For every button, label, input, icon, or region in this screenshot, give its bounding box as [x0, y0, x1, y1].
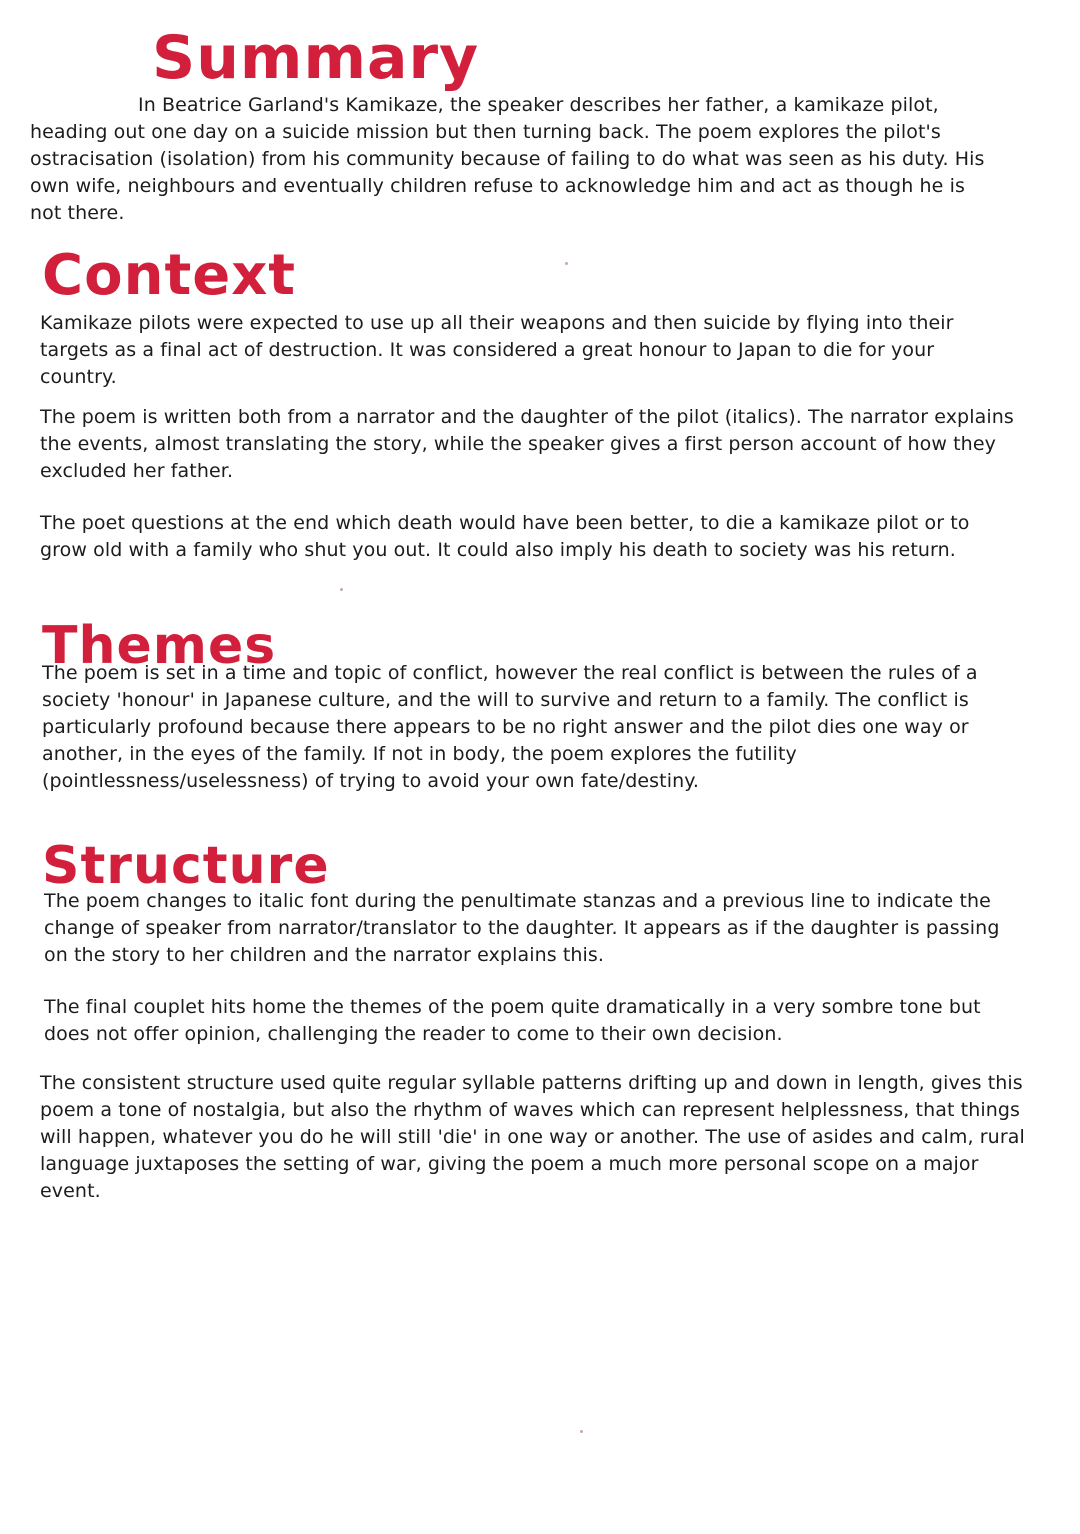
paper-speck [565, 262, 568, 265]
paper-speck [580, 1430, 583, 1433]
summary-heading: Summary [152, 23, 480, 93]
themes-text: The poem is set in a time and topic of conflict, however the real conflict is between the rules of a society 'honour' in Japanese culture, and the will to survive and return to a family. The conflict is particularly profound because there appears to be no right answer and the pilot dies one way or another, in the eyes of the family. If not in body, the poem explores the futility (pointlessness/uselessness) of trying to avoid your own fate/destiny. [42, 662, 978, 792]
structure-paragraph-2: The final couplet hits home the themes of the poem quite dramatically in a very sombre tone but does not offer opinion, challenging the reader to come to their own decision. [44, 996, 981, 1045]
context-heading: Context [42, 243, 297, 308]
structure-paragraph-3: The consistent structure used quite regular syllable patterns drifting up and down in length, gives this poem a tone of nostalgia, but also the rhythm of waves which can represent helplessness, that things will happen, whatever you do he will still 'die' in one way or another. The use of asides and calm, rural language juxtaposes the setting of war, giving the poem a much more personal scope on a major event. [40, 1072, 1025, 1202]
themes-heading: Themes [42, 616, 277, 676]
summary-text: In Beatrice Garland's Kamikaze, the speaker describes her father, a kamikaze pilot, heading out one day on a suicide mission but then turning back. The poem explores the pilot's ostracisation (isolation) from his community because of failing to do what was seen as his duty. His own wife, neighbours and eventually children refuse to acknowledge him and act as though he is not there. [30, 94, 985, 224]
context-paragraph-3: The poet questions at the end which death would have been better, to die a kamikaze pilot or to grow old with a family who shut you out. It could also imply his death to society was his return. [40, 512, 970, 561]
structure-paragraph-1: The poem changes to italic font during the penultimate stanzas and a previous line to indicate the change of speaker from narrator/translator to the daughter. It appears as if the daughter is passing on the story to her children and the narrator explains this. [44, 890, 1000, 966]
structure-heading: Structure [42, 836, 330, 896]
paper-speck [340, 588, 343, 591]
context-paragraph-2: The poem is written both from a narrator and the daughter of the pilot (italics). The narrator explains the events, almost translating the story, while the speaker gives a first person account of how they excluded her father. [40, 406, 1014, 482]
context-paragraph-1: Kamikaze pilots were expected to use up all their weapons and then suicide by flying into their targets as a final act of destruction. It was considered a great honour to Japan to die for your country. [40, 312, 954, 388]
